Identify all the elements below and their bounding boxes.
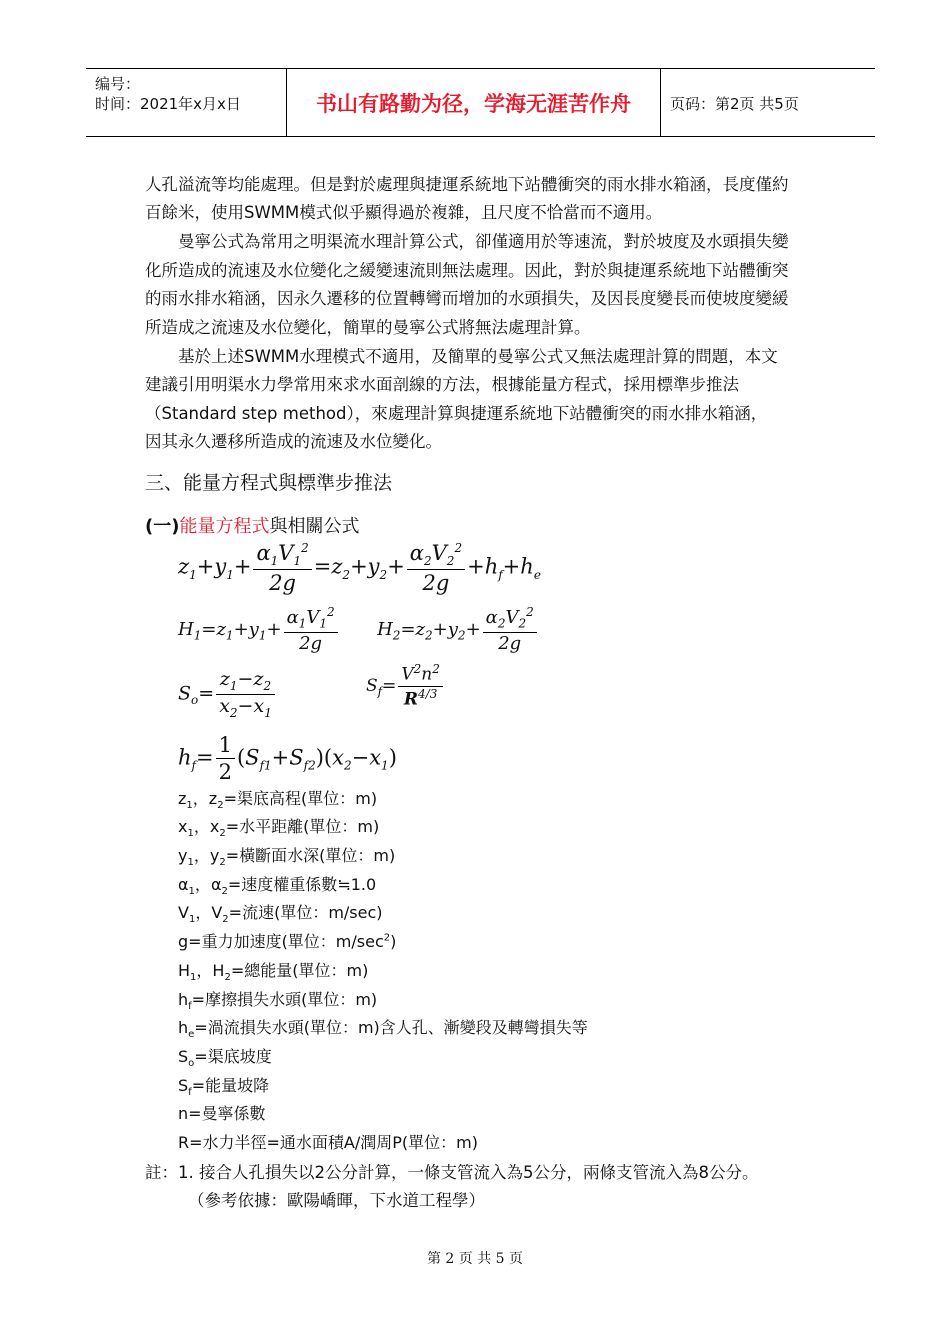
friction-loss-equation: $h_f=$ $\frac{1}{2}$ $(S_{f1}+S_{f2})(x_2-x_1)$ [178,733,397,785]
def-row: $z_1$，$z_2=$渠底高程(單位：m) [178,789,378,812]
def-row: $y_1$，$y_2=$橫斷面水深(單位：m) [178,846,396,869]
def-he: $h_e=$渦流損失水頭(單位：m)含人孔、漸變段及轉彎損失等 [178,1018,588,1041]
header-info-cell [86,69,287,136]
energy-slope-equation: $S_f=$ $\frac{V^2n^2}{R^{4/3}}$ [366,662,445,711]
body-line-5: 的雨水排水箱涵，因永久遷移的位置轉彎而增加的水頭損失，及因長度變長而使坡度變緩 [145,289,789,308]
body-line-7: 基於上述SWMM水理模式不適用，及簡單的曼寧公式又無法處理計算的問題，本文 [178,347,778,366]
page-header [86,68,875,137]
body-line-9: （Standard step method），來處理計算與捷運系統地下站體衝突的雨水排水箱涵， [145,404,768,423]
body-line-2: 百餘米，使用SWMM模式似乎顯得過於複雜，且尺度不恰當而不適用。 [145,203,663,222]
note-line-1: 註：1. 接合人孔損失以2公分計算，一條支管流入為5公分，兩條支管流入為8公分。 [145,1163,759,1182]
def-row: $x_1$，$x_2=$水平距離(單位：m) [178,817,380,840]
page-footer: 第 2 页 共 5 页 [426,1251,524,1267]
def-row: $V_1$，$V_2=$流速(單位：m/sec) [178,903,383,926]
def-n: n=曼寧係數 [178,1104,266,1123]
header-time-label: 时间：2021年x月x日 [95,95,241,113]
total-head-equations: $H_1=z_1+y_1+$ $\frac{\alpha_1V_1^2}{2g}$ $H_2=z_2+y_2+$ $\frac{\alpha_2V_2^2}{2g}$ [178,605,539,655]
body-line-1: 人孔溢流等均能處理。但是對於處理與捷運系統地下站體衝突的雨水排水箱涵，長度僅約 [145,175,789,194]
header-motto: 书山有路勤为径，学海无涯苦作舟 [316,91,631,116]
subsection-prefix: (一) [145,516,180,537]
def-sf: $S_f=$能量坡降 [178,1076,270,1099]
subsection-title [145,512,359,538]
header-page-code: 页码：第2页 共5页 [670,95,799,113]
body-line-3: 曼寧公式為常用之明渠流水理計算公式，卻僅適用於等速流，對於坡度及水頭損失變 [178,232,789,251]
section-title: 三、能量方程式與標準步推法 [145,472,393,494]
def-so: $S_o=$渠底坡度 [178,1047,272,1070]
body-line-6: 所造成之流速及水位變化，簡單的曼寧公式將無法處理計算。 [145,318,591,337]
def-r: R=水力半徑=通水面積A/潤周P(單位：m) [178,1133,478,1152]
body-line-10: 因其永久遷移所造成的流速及水位變化。 [145,432,442,451]
body-line-4: 化所造成的流速及水位變化之緩變速流則無法處理。因此，對於與捷運系統地下站體衝突 [145,261,789,280]
header-number-label: 编号： [95,75,141,93]
def-row: $H_1$，$H_2=$總能量(單位：m) [178,961,369,984]
subsection-rest: 與相關公式 [269,516,360,537]
def-hf: $h_f=$摩擦損失水頭(單位：m) [178,990,378,1013]
note-line-2: （參考依據：歐陽嶠暉，下水道工程學） [188,1191,485,1210]
energy-equation: $z_1+y_1+$ $\frac{\alpha_1V_1^2}{2g}$ $=z_2+y_2+$ $\frac{\alpha_2V_2^2}{2g}$ $+h_f+h_e$ [178,541,541,596]
header-motto-cell [287,69,661,136]
slope-equation: $S_o=$ $\frac{z_1-z_2}{x_2-x_1}$ [178,668,277,721]
subsection-red: 能量方程式 [179,516,270,537]
def-g: g=重力加速度(單位：$m/\sec^2$) [178,932,397,951]
def-row: $\alpha_1$，$\alpha_2=$速度權重係數≒1.0 [178,875,377,898]
body-line-8: 建議引用明渠水力學常用來求水面剖線的方法，根據能量方程式，採用標準步推法 [145,375,739,394]
